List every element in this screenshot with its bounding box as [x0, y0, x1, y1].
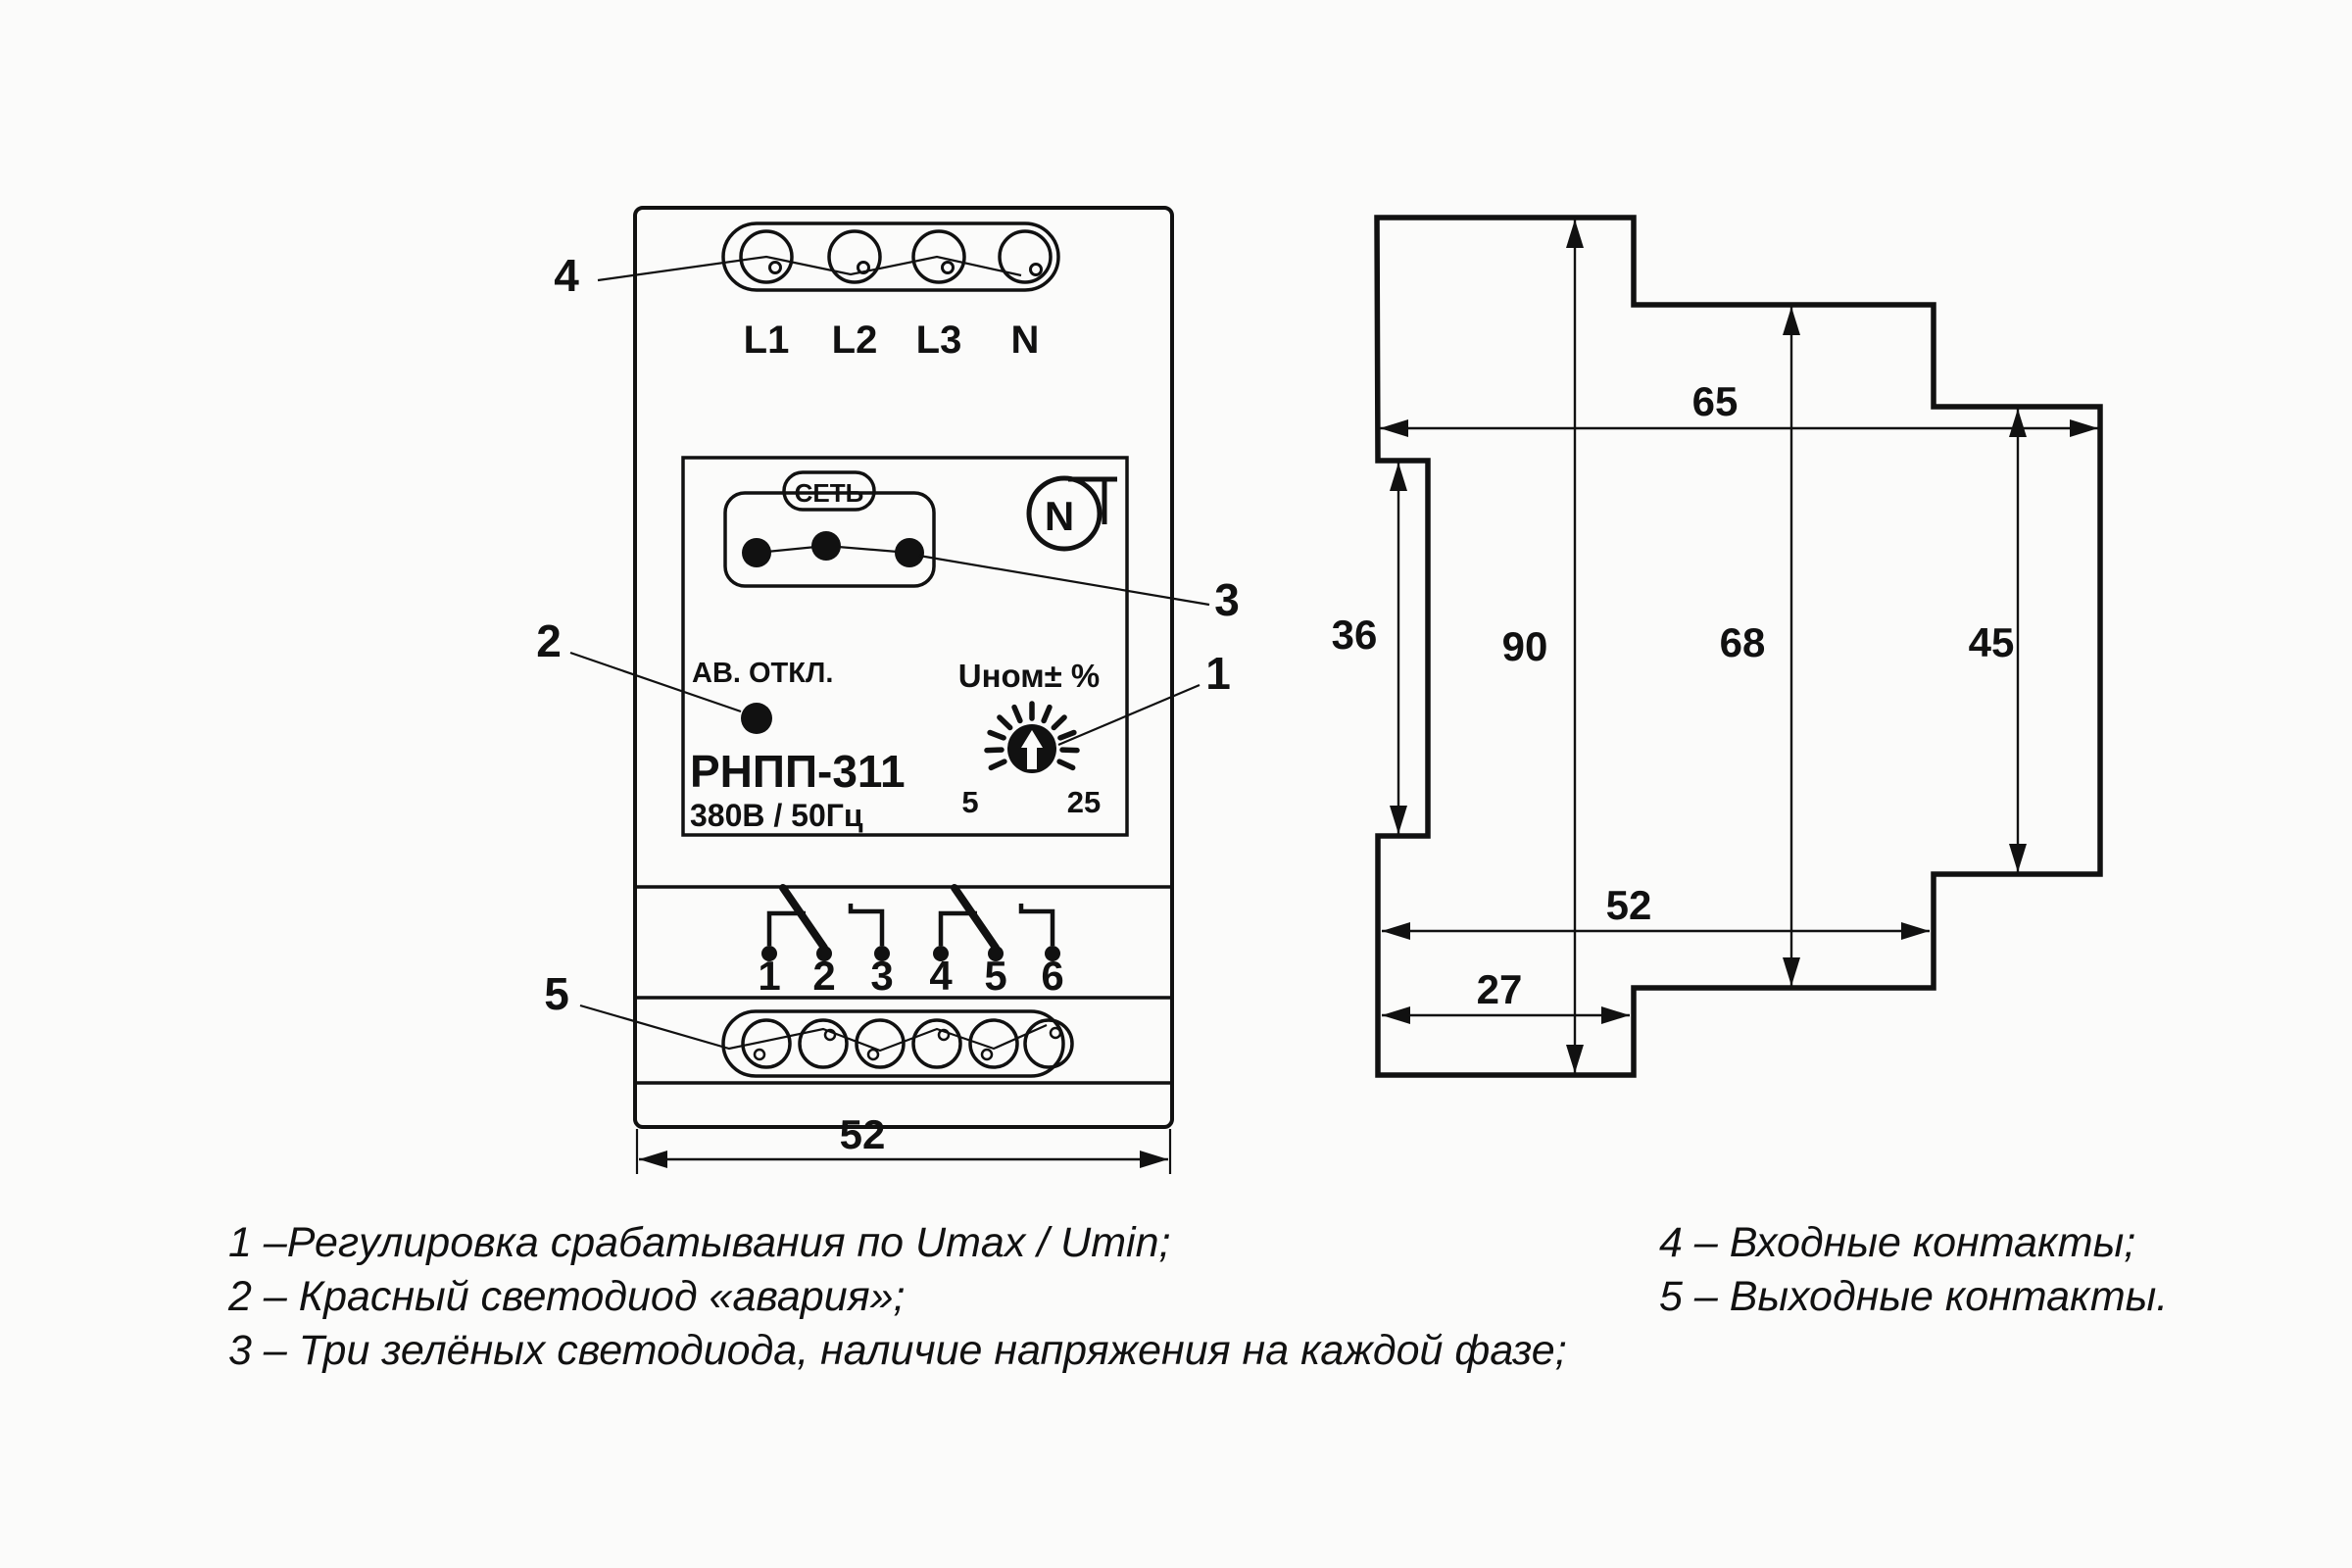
callouts — [536, 250, 1240, 1051]
callout-4-label: 4 — [554, 250, 579, 301]
net-label: СЕТЬ — [794, 478, 864, 508]
arrowhead-up-icon — [1390, 463, 1407, 491]
arrowhead-left-icon — [1380, 419, 1408, 437]
arrowhead-up-icon — [1566, 220, 1584, 248]
dim-27-label: 27 — [1476, 966, 1523, 1012]
input-screw-4-slot — [1031, 265, 1042, 275]
logo-t-icon — [1068, 479, 1117, 524]
legend-item-1: 1 –Регулировка срабатывания по Umax / Umin; — [228, 1219, 1171, 1266]
label-N: N — [1010, 318, 1040, 362]
phase-led-2 — [811, 531, 841, 561]
input-screw-4 — [1000, 231, 1051, 282]
label-L2: L2 — [831, 318, 878, 362]
logo-letter: N — [1044, 493, 1075, 539]
callout-3-label: 3 — [1214, 574, 1240, 625]
input-screw-3-slot — [943, 263, 954, 273]
arrowhead-up-icon — [1783, 307, 1800, 335]
phase-led-3 — [895, 538, 924, 567]
callout-5-label: 5 — [544, 968, 569, 1019]
legend — [227, 1219, 2168, 1374]
output-screw-4 — [913, 1020, 960, 1067]
dim-68-label: 68 — [1719, 619, 1766, 665]
dim-45-label: 45 — [1968, 619, 2015, 665]
contact-blade-1-2 — [783, 888, 824, 948]
out-label-3: 3 — [870, 953, 894, 999]
arrowhead-left-icon — [639, 1151, 667, 1168]
arrowhead-right-icon — [1140, 1151, 1168, 1168]
dimension-36 — [1332, 463, 1407, 834]
label-L3: L3 — [915, 318, 962, 362]
dim-front-52-label: 52 — [839, 1111, 886, 1157]
input-screw-1-slot — [770, 263, 781, 273]
contact-blade-4-5 — [955, 888, 996, 948]
out-label-5: 5 — [984, 953, 1007, 999]
legend-item-2: 2 – Красный светодиод «авария»; — [228, 1273, 906, 1320]
out-label-4: 4 — [929, 953, 953, 999]
output-screw-5-slot — [982, 1050, 992, 1059]
arrowhead-down-icon — [2009, 844, 2027, 872]
arrowhead-right-icon — [2070, 419, 2098, 437]
front-width-dimension — [637, 1111, 1170, 1174]
model-label: РНПП-311 — [690, 746, 906, 797]
adjustment-knob — [958, 658, 1102, 819]
arrowhead-left-icon — [1382, 1006, 1410, 1024]
contact-bracket-6 — [1021, 904, 1053, 946]
label-L1: L1 — [743, 318, 790, 362]
out-label-2: 2 — [812, 953, 836, 999]
manufacturer-logo — [1029, 478, 1117, 549]
front-view — [635, 208, 1172, 1174]
alarm-led — [741, 703, 772, 734]
dimension-90 — [1502, 220, 1584, 1073]
dimension-27 — [1382, 966, 1630, 1024]
knob-max-label: 25 — [1066, 785, 1102, 819]
dim-52-side-label: 52 — [1605, 882, 1652, 928]
output-screw-6-slot — [1051, 1028, 1060, 1038]
side-view — [1332, 218, 2100, 1075]
arrowhead-down-icon — [1390, 806, 1407, 834]
output-screw-2 — [800, 1020, 847, 1067]
dimension-52-side — [1382, 882, 1930, 940]
output-screw-3-slot — [868, 1050, 878, 1059]
dim-36-label: 36 — [1331, 612, 1378, 658]
arrowhead-up-icon — [2009, 409, 2027, 437]
output-screw-6 — [1025, 1020, 1072, 1067]
callout-4-leader — [598, 257, 1021, 280]
phase-led-1 — [742, 538, 771, 567]
knob-min-label: 5 — [961, 785, 979, 819]
arrowhead-right-icon — [1901, 922, 1930, 940]
output-terminal-numbers — [758, 953, 1063, 999]
dim-65-label: 65 — [1691, 378, 1739, 424]
legend-item-5: 5 – Выходные контакты. — [1659, 1273, 2169, 1320]
callout-3-leader — [919, 556, 1209, 605]
output-screw-1-slot — [755, 1050, 764, 1059]
callout-1-leader — [1058, 685, 1200, 745]
out-label-6: 6 — [1041, 953, 1064, 999]
input-terminal-strip — [723, 223, 1058, 290]
arrowhead-down-icon — [1783, 957, 1800, 986]
callout-2-label: 2 — [536, 615, 562, 666]
arrowhead-left-icon — [1382, 922, 1410, 940]
contact-bracket-3 — [851, 904, 882, 946]
legend-item-4: 4 – Входные контакты; — [1659, 1219, 2136, 1266]
alarm-label: АВ. ОТКЛ. — [692, 658, 834, 689]
rating-label: 380В / 50Гц — [690, 798, 863, 833]
callout-1-label: 1 — [1205, 648, 1231, 699]
knob-title: Uном± % — [957, 658, 1101, 694]
legend-item-3: 3 – Три зелёных светодиода, наличие напряжения на каждой фазе; — [228, 1327, 1567, 1374]
power-led-block — [725, 472, 934, 586]
dim-90-label: 90 — [1501, 623, 1548, 669]
out-label-1: 1 — [758, 953, 781, 999]
arrowhead-down-icon — [1566, 1045, 1584, 1073]
dimension-45 — [1969, 409, 2027, 872]
input-terminal-labels — [744, 318, 1040, 362]
relay-contact-symbols — [758, 888, 1063, 999]
arrowhead-right-icon — [1601, 1006, 1630, 1024]
